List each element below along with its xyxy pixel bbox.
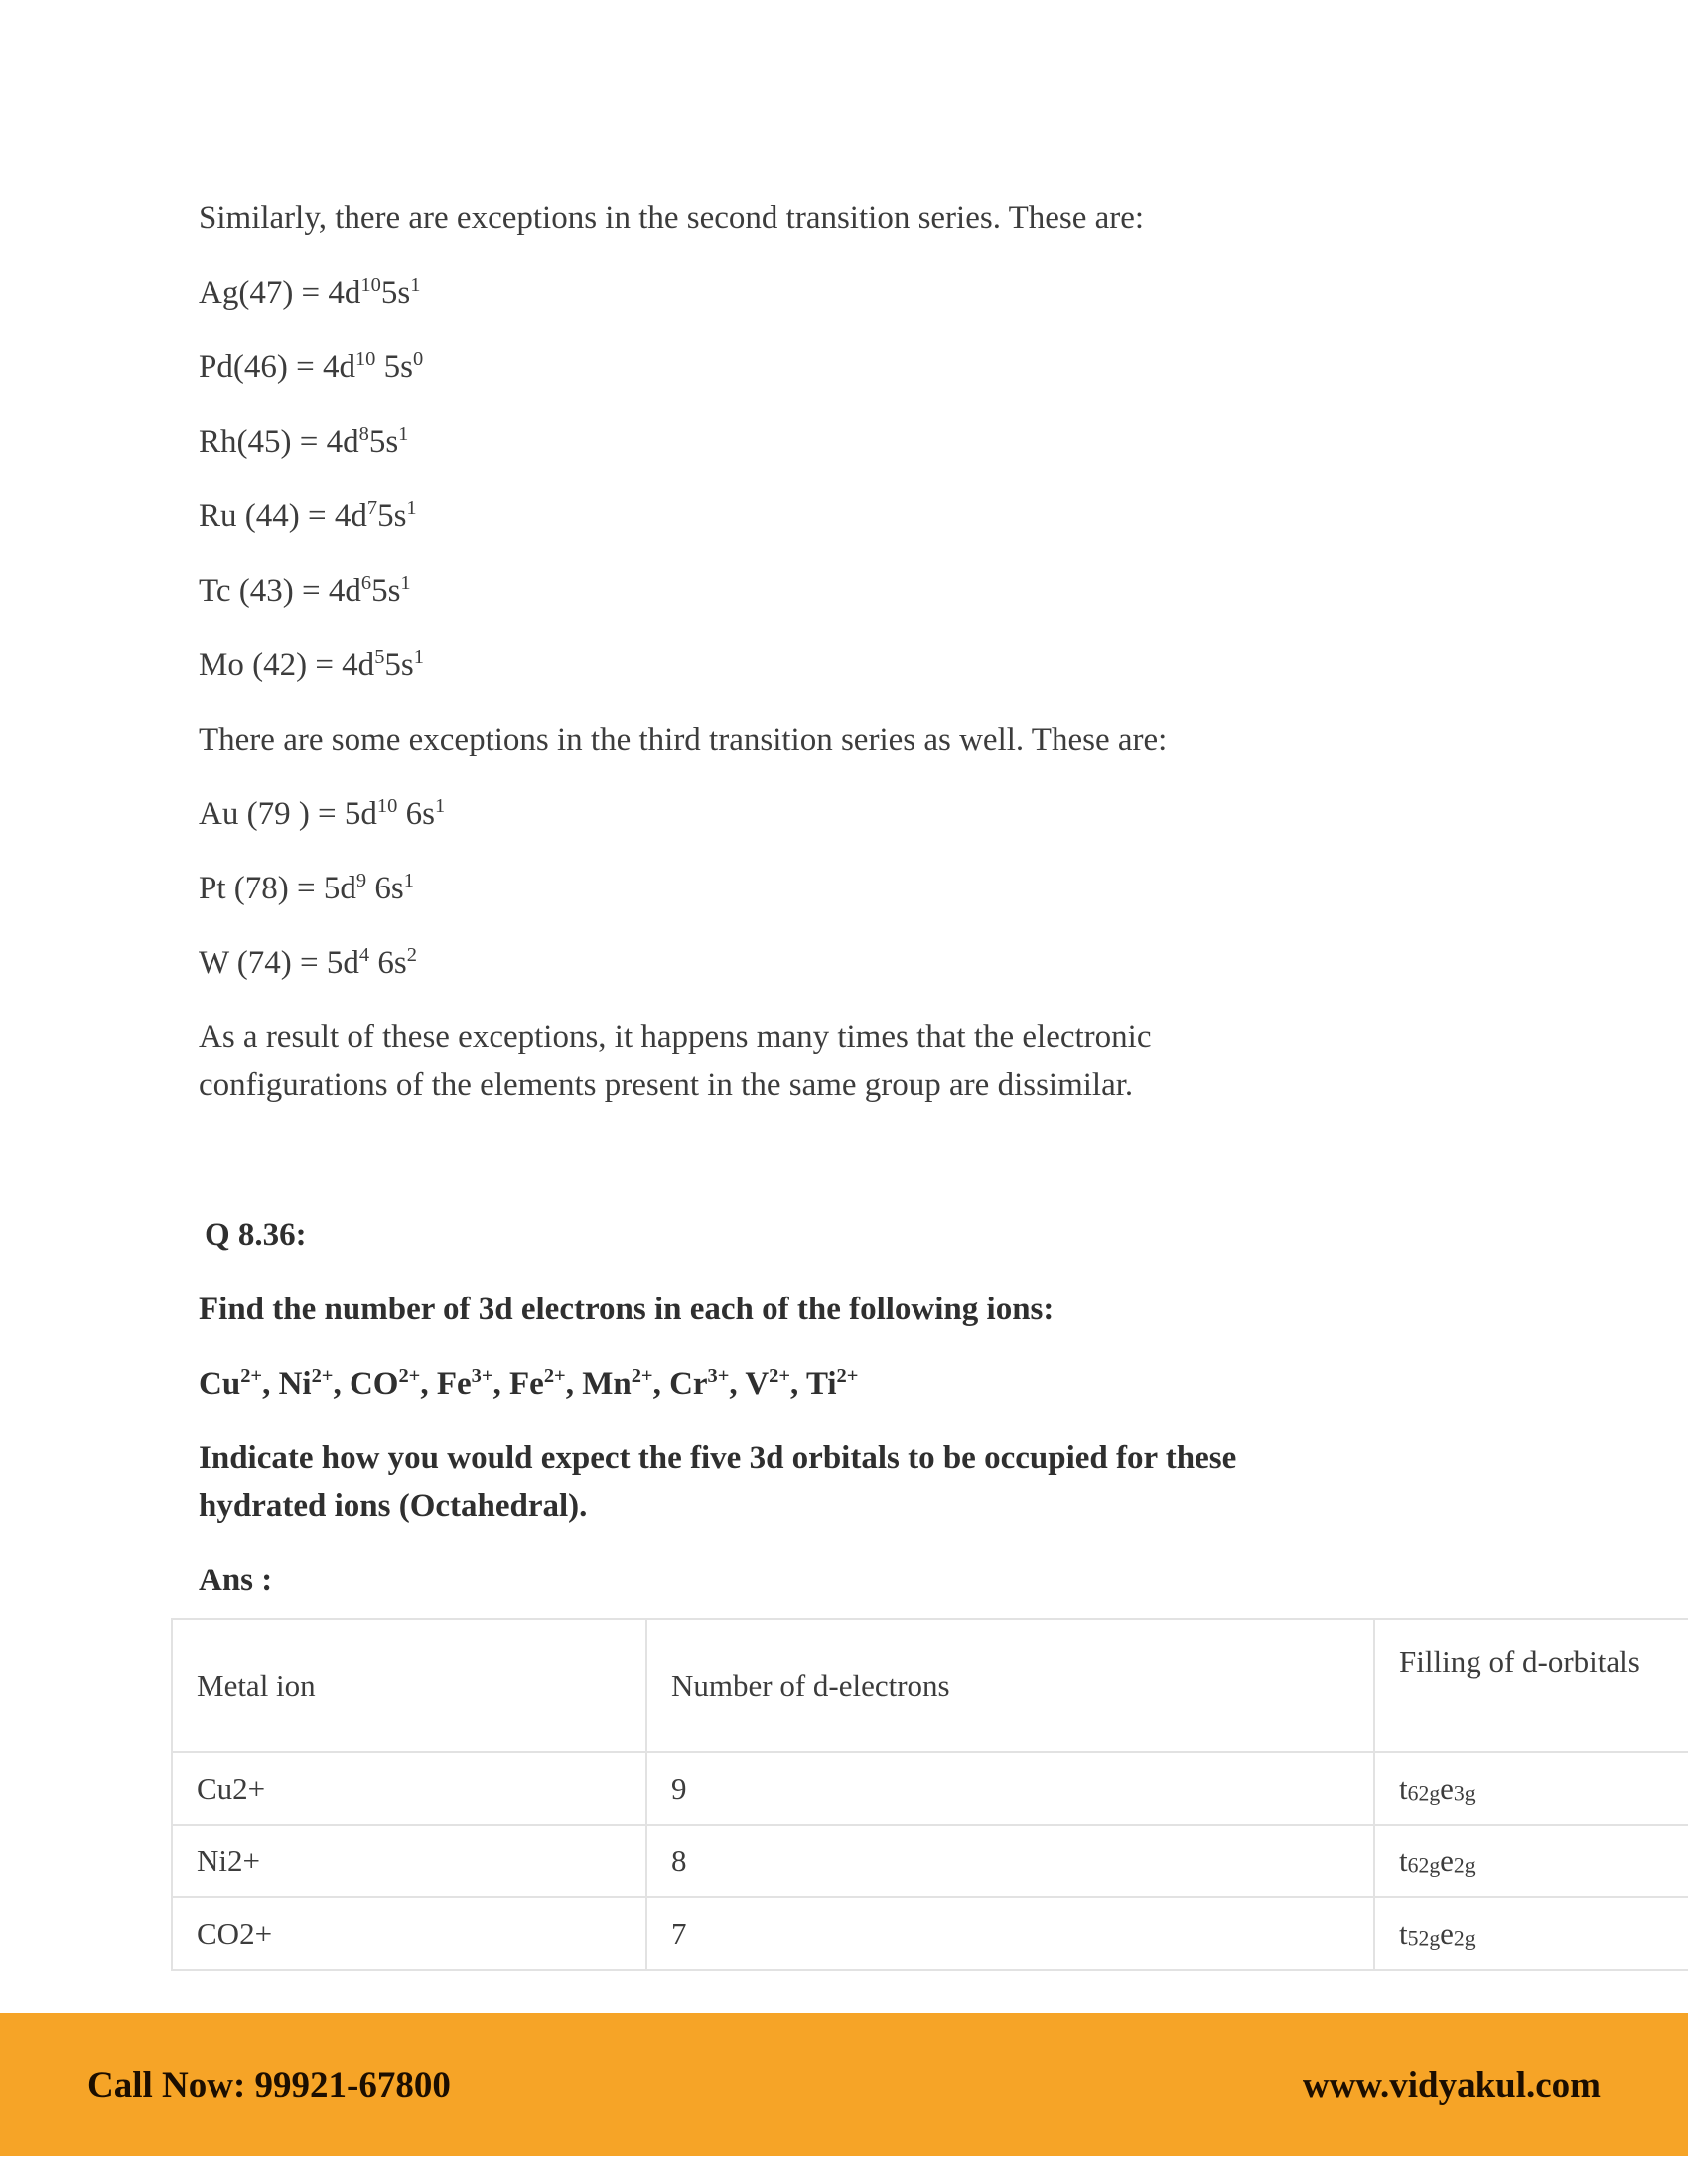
column-header-d-electrons: Number of d-electrons [646, 1619, 1374, 1752]
result-line-1: As a result of these exceptions, it happens many times that the electronic [199, 1020, 1152, 1055]
question-text-2-line-1: Indicate how you would expect the five 3d orbitals to be occupied for these [199, 1440, 1237, 1476]
cell-orbital-filling: t62ge2g [1374, 1825, 1688, 1897]
cell-d-electron-count: 9 [646, 1752, 1374, 1825]
cell-d-electron-count: 8 [646, 1825, 1374, 1897]
footer-brand-bar [0, 2013, 1688, 2156]
answer-label: Ans : [199, 1563, 273, 1598]
cell-orbital-filling: t62ge3g [1374, 1752, 1688, 1825]
footer-website: www.vidyakul.com [1302, 2064, 1601, 2106]
cell-orbital-filling: t52ge2g [1374, 1897, 1688, 1970]
table-row [172, 1752, 1688, 1825]
formula-rh: $Rh(45) = 4d^85s^1$ [199, 423, 409, 460]
intro-third-series-text: There are some exceptions in the third transition series as well. These are: [199, 722, 1168, 757]
result-line-2: configurations of the elements present in the same group are dissimilar. [199, 1067, 1134, 1103]
column-header-metal-ion: Metal ion [172, 1619, 646, 1752]
formula-tc: Tc $(43) = 4d^65s^1$ [199, 572, 411, 609]
formula-au: Au (79 ) = $5d^{10}$ $6s^1$ [199, 795, 446, 832]
result-paragraph [199, 1014, 1450, 1109]
formula-ag: $Ag(47) = 4d^{10}5s^1$ [199, 274, 421, 311]
question-number: Q 8.36: [205, 1217, 307, 1253]
cell-metal-ion: Cu2+ [172, 1752, 646, 1825]
formula-ru: Ru $(44) = 4d^75s^1$ [199, 497, 417, 534]
table-row [172, 1825, 1688, 1897]
cell-metal-ion: CO2+ [172, 1897, 646, 1970]
column-header-filling: Filling of d-orbitals [1374, 1619, 1688, 1752]
formula-pt: Pt $(78) = 5d^9$ $6s^1$ [199, 870, 414, 906]
intro-second-series-text: Similarly, there are exceptions in the second transition series. These are: [199, 201, 1145, 236]
formula-pd: $Pd(46) = 4d^{10}$ $5s^0$ [199, 348, 424, 385]
ion-list: $Cu^{2+}$, $Ni^{2+}$, $CO^{2+}$, $Fe^{3+}$, $Fe^{2+}$, $Mn^{2+}$, $Cr^{3+}$, $V^{2+}$, $Ti^{2+}$ [199, 1365, 859, 1402]
question-text-2 [199, 1434, 1450, 1530]
question-text-1: Find the number of 3d electrons in each of the following ions: [199, 1292, 1055, 1327]
d-electrons-table [171, 1618, 1688, 1971]
cell-metal-ion: Ni2+ [172, 1825, 646, 1897]
table-header-row [172, 1619, 1688, 1752]
table-row [172, 1897, 1688, 1970]
section-spacer [199, 1136, 1450, 1211]
cell-d-electron-count: 7 [646, 1897, 1374, 1970]
footer-phone: Call Now: 99921-67800 [87, 2064, 451, 2106]
question-text-2-line-2: hydrated ions (Octahedral). [199, 1488, 588, 1524]
formula-w: W $(74) = 5d^4$ $6s^2$ [199, 944, 417, 981]
formula-mo: Mo $(42) = 4d^55s^1$ [199, 646, 424, 683]
